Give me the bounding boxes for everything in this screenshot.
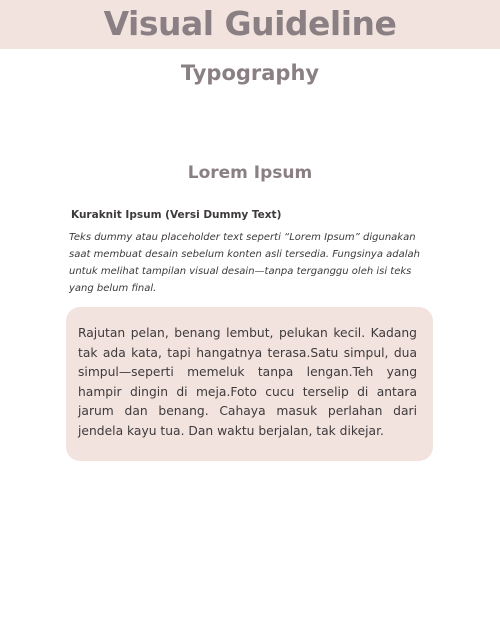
text-card <box>66 307 433 461</box>
section-heading: Lorem Ipsum <box>187 163 313 183</box>
sample-title: Kuraknit Ipsum (Versi Dummy Text) <box>71 209 282 221</box>
card-text: Rajutan pelan, benang lembut, pelukan kecil. Kadang tak ada kata, tapi hangatnya terasa.Satu simpul, dua simpul—seperti memeluk tanpa lengan.Teh yang hampir dingin di meja.Foto cucu terselip di antara jarum dan benang. Cahaya masuk perlahan dari jendela kayu tua. Dan waktu berjalan, tak dikejar. <box>78 326 417 438</box>
page-title: Visual Guideline <box>103 4 397 43</box>
sample-description: Teks dummy atau placeholder text seperti “Lorem Ipsum” digunakan saat membuat desain sebelum konten asli tersedia. Fungsinya adalah untuk melihat tampilan visual desain—tanpa terganggu oleh isi teks yang belum final. <box>69 232 420 294</box>
page-subtitle: Typography <box>180 61 320 85</box>
